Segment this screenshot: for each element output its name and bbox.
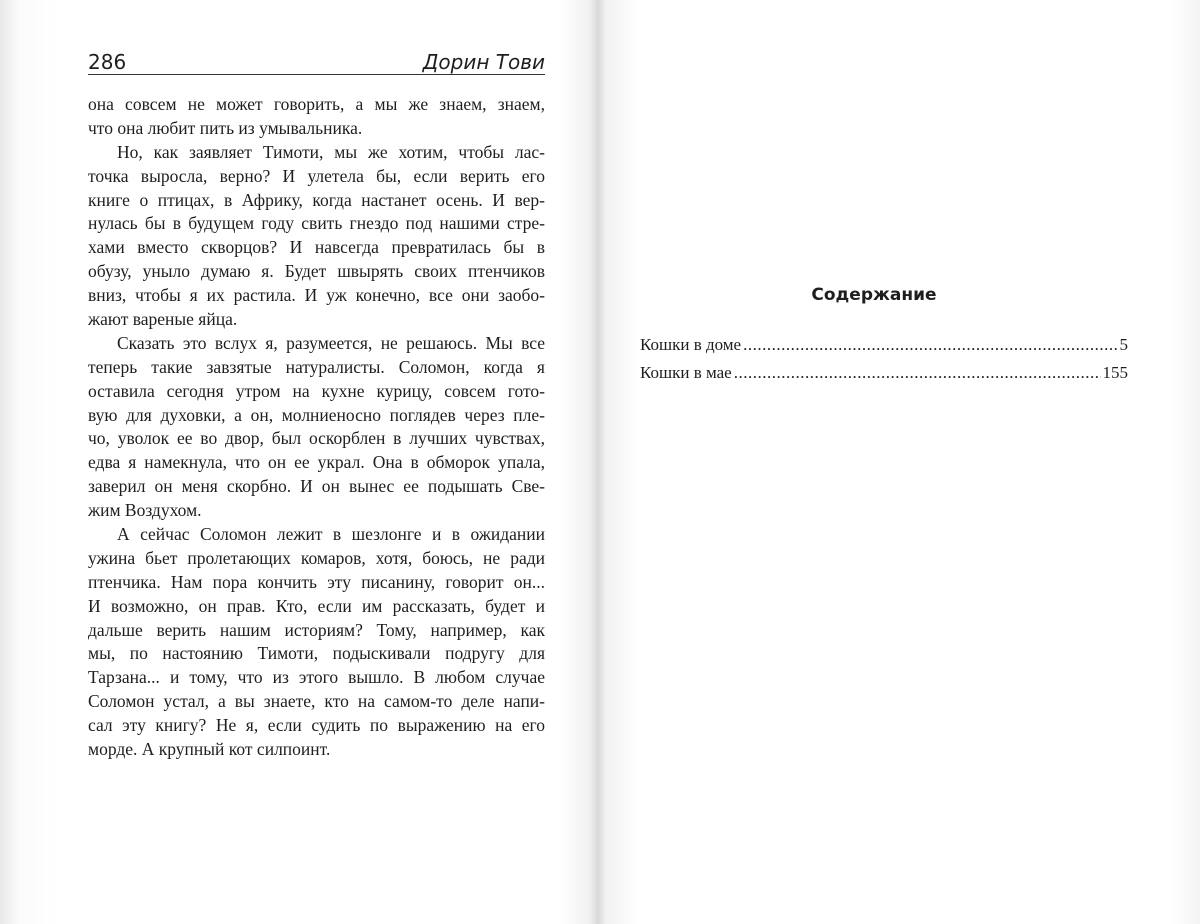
text-line: хами вместо скворцов? И навсегда превратилась бы в <box>88 237 545 258</box>
text-line: дальше верить нашим историям? Тому, например, как <box>88 619 545 640</box>
text-line: ужина бьет пролетающих комаров, хотя, боюсь, не ради <box>88 547 545 568</box>
toc-entry[interactable] <box>640 331 1128 359</box>
body-text <box>88 93 545 762</box>
text-line: сал эту книгу? Не я, если судить по выражению на его <box>88 715 545 736</box>
page-header <box>88 40 545 75</box>
text-line: чо, уволок ее во двор, был оскорблен в лучших чувствах, <box>88 428 545 449</box>
toc-entry-label: Кошки в доме <box>640 335 742 354</box>
text-line: жим Воздухом. <box>88 500 202 521</box>
running-head-author: Дорин Тови <box>422 50 545 74</box>
right-page-contents <box>640 285 1128 387</box>
toc-entry[interactable] <box>640 359 1128 387</box>
text-line: А сейчас Соломон лежит в шезлонге и в ожидании <box>117 524 545 545</box>
text-line: жают вареные яйца. <box>88 309 238 330</box>
text-line: морде. А крупный кот силпоинт. <box>88 739 331 760</box>
text-line: она совсем не может говорить, а мы же знаем, знаем, <box>88 94 545 114</box>
text-line: мы, по настоянию Тимоти, подыскивали подругу для <box>88 643 545 664</box>
text-line: книге о птицах, в Африку, когда настанет осень. И вер- <box>88 189 545 210</box>
text-line: теперь такие завзятые натуралисты. Соломон, когда я <box>88 356 545 377</box>
text-line: точка выросла, верно? И улетела бы, если верить его <box>88 165 545 186</box>
text-line: Сказать это вслух я, разумеется, не решаюсь. Мы все <box>117 332 545 353</box>
text-line: Соломон устал, а вы знаете, кто на самом-то деле напи- <box>88 691 545 712</box>
text-line: вую для духовки, а он, молниеносно поглядев через пле- <box>88 404 545 425</box>
text-line: заверил он меня скорбно. И он вынес ее подышать Све- <box>88 476 545 497</box>
page-number: 286 <box>88 50 127 74</box>
toc-leader-dots <box>734 359 1101 387</box>
left-page <box>88 40 545 762</box>
toc-leader-dots <box>743 331 1117 359</box>
text-line: обузу, уныло думаю я. Будет швырять своих птенчиков <box>88 261 545 282</box>
toc-entry-page: 155 <box>1102 363 1128 382</box>
text-line: Тарзана... и тому, что из этого вышло. В любом случае <box>88 667 545 688</box>
text-line: птенчика. Нам пора кончить эту писанину, говорит он... <box>88 571 545 592</box>
toc-entry-page: 5 <box>1119 335 1128 354</box>
text-line: едва я намекнула, что он ее украл. Она в обморок упала, <box>88 452 545 473</box>
text-line: нулась бы в будущем году свить гнездо под нашими стре- <box>88 213 545 234</box>
text-line: И возможно, он прав. Кто, если им рассказать, будет и <box>88 595 545 616</box>
text-line: что она любит пить из умывальника. <box>88 117 363 138</box>
text-line: вниз, чтобы я их растила. И уж конечно, все они заобо- <box>88 285 545 306</box>
text-line: оставила сегодня утром на кухне курицу, совсем гото- <box>88 380 545 401</box>
contents-title: Содержание <box>811 285 937 305</box>
text-line: Но, как заявляет Тимоти, мы же хотим, чтобы лас- <box>117 141 545 162</box>
toc-entry-label: Кошки в мае <box>640 363 732 382</box>
